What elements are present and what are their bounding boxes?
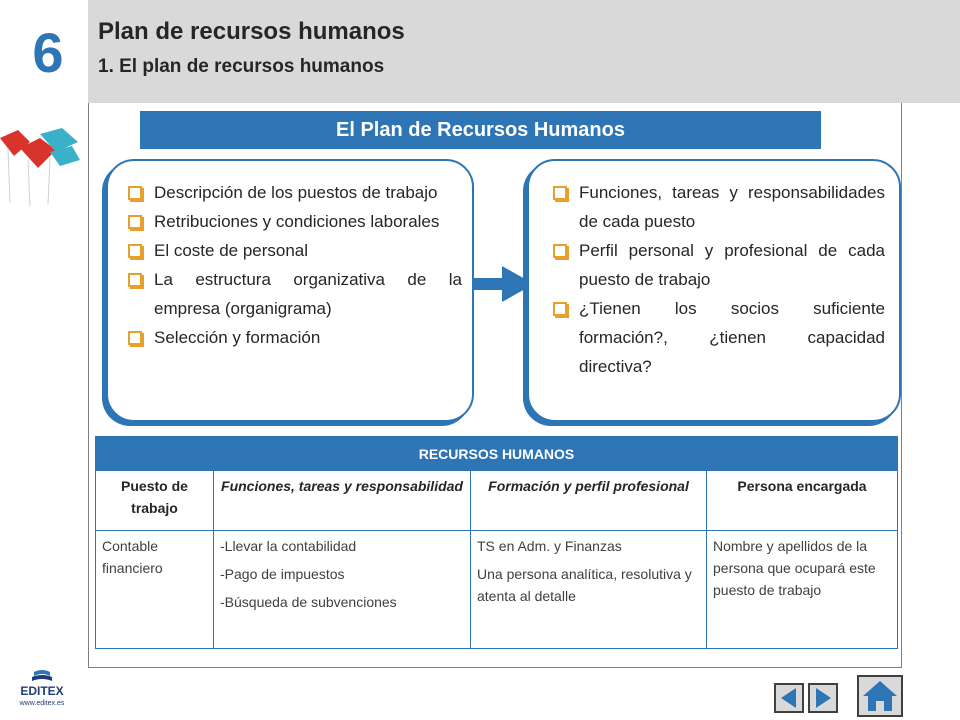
checkbox-bullet-icon xyxy=(128,215,142,229)
cell-puesto: Contable financiero xyxy=(96,531,214,649)
list-item: El coste de personal xyxy=(128,236,462,265)
previous-button[interactable] xyxy=(774,683,804,713)
page-title: Plan de recursos humanos xyxy=(98,18,405,45)
cell-funciones xyxy=(214,531,471,649)
hr-table xyxy=(95,436,898,649)
handshake-image xyxy=(0,108,80,208)
checkbox-bullet-icon xyxy=(553,244,567,258)
list-item: ¿Tienen los socios suficiente formación?, ¿tienen capacidad directiva? xyxy=(553,294,885,381)
plan-contents-box xyxy=(106,159,474,422)
plan-details-box xyxy=(527,159,901,422)
chapter-number: 6 xyxy=(32,21,64,84)
column-header: Formación y perfil profesional xyxy=(471,471,707,531)
task-item: -Llevar la contabilidad xyxy=(220,538,357,554)
checkbox-bullet-icon xyxy=(128,244,142,258)
home-button[interactable] xyxy=(857,675,903,717)
list-item: Selección y formación xyxy=(128,323,462,352)
formation-item: TS en Adm. y Finanzas xyxy=(477,538,622,554)
next-button[interactable] xyxy=(808,683,838,713)
page-subtitle: 1. El plan de recursos humanos xyxy=(98,56,385,77)
plan-banner: El Plan de Recursos Humanos xyxy=(140,111,821,149)
list-item: Descripción de los puestos de trabajo xyxy=(128,178,462,207)
checkbox-bullet-icon xyxy=(128,331,142,345)
cell-persona: Nombre y apellidos de la persona que ocupará este puesto de trabajo xyxy=(707,531,898,649)
header-bar xyxy=(88,0,960,103)
task-item: -Pago de impuestos xyxy=(220,566,345,582)
list-item: Funciones, tareas y responsabilidades de cada puesto xyxy=(553,178,885,236)
column-header: Puesto de trabajo xyxy=(96,471,214,531)
triangle-left-icon xyxy=(776,685,802,711)
checkbox-bullet-icon xyxy=(128,273,142,287)
arrow-right-icon xyxy=(474,266,534,302)
checkbox-bullet-icon xyxy=(553,186,567,200)
formation-item: Una persona analítica, resolutiva y atenta al detalle xyxy=(477,566,692,604)
editex-url: www.editex.es xyxy=(19,700,65,707)
table-row xyxy=(96,531,898,649)
list-item: Perfil personal y profesional de cada puesto de trabajo xyxy=(553,236,885,294)
table-title: RECURSOS HUMANOS xyxy=(96,437,898,471)
plan-contents-list xyxy=(128,178,462,352)
list-item: Retribuciones y condiciones laborales xyxy=(128,207,462,236)
list-item: La estructura organizativa de la empresa (organigrama) xyxy=(128,265,462,323)
editex-logo-text: EDITEX xyxy=(20,684,64,698)
column-header: Persona encargada xyxy=(707,471,898,531)
home-icon xyxy=(859,677,901,715)
checkbox-bullet-icon xyxy=(128,186,142,200)
column-header: Funciones, tareas y responsabilidad xyxy=(214,471,471,531)
checkbox-bullet-icon xyxy=(553,302,567,316)
cell-formacion xyxy=(471,531,707,649)
table-header-row xyxy=(96,471,898,531)
plan-details-list xyxy=(553,178,885,381)
task-item: -Búsqueda de subvenciones xyxy=(220,594,397,610)
triangle-right-icon xyxy=(810,685,836,711)
